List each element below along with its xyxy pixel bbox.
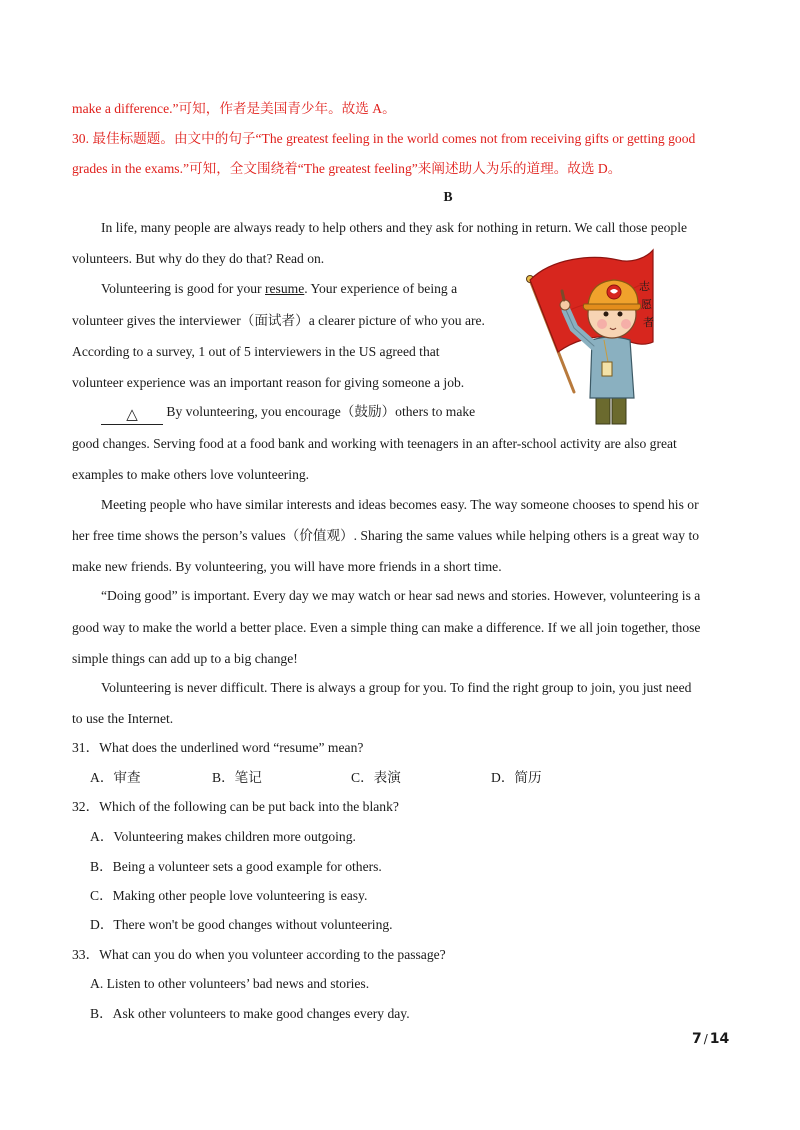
passage-line [101, 280, 457, 298]
q32-option-c[interactable]: C．Making other people love volunteering is easy. [90, 888, 368, 903]
q33-option-a[interactable]: A. Listen to other volunteers’ bad news and stories. [90, 976, 370, 991]
flag-text-2: 愿 [641, 298, 652, 311]
cap-brim [583, 304, 640, 310]
passage-line: volunteer gives the interviewer（面试者）a clearer picture of who you are. [72, 313, 485, 328]
page-separator: / [703, 1032, 708, 1046]
underlined-word-resume: resume [265, 281, 305, 296]
passage-line: examples to make others love volunteering. [72, 467, 310, 482]
q32-option-d[interactable]: D．There won't be good changes without volunteering. [90, 917, 393, 932]
q31-option-d[interactable]: D．简历 [491, 770, 542, 785]
passage-line: volunteers. But why do they do that? Read on. [72, 251, 325, 266]
q31-option-a[interactable]: A．审查 [90, 770, 141, 785]
answer-line-3: grades in the exams.”可知，全文围绕着“The greatest feeling”来阐述助人为乐的道理。故选 D。 [72, 161, 622, 176]
page-current: 7 [692, 1031, 702, 1047]
section-title: B [443, 189, 453, 204]
page-total: 14 [709, 1031, 730, 1047]
answer-line-2: 30. 最佳标题题。由文中的句子“The greatest feeling in the world comes not from receiving gifts or getting good [72, 131, 696, 146]
q31-option-c[interactable]: C．表演 [351, 770, 401, 785]
passage-text: By volunteering, you encourage（鼓励）others to make [163, 404, 476, 419]
passage-text: Volunteering is good for your [101, 281, 265, 296]
passage-line [101, 403, 475, 425]
passage-line: Meeting people who have similar interests and ideas becomes easy. The way someone chooses to spend his or [101, 497, 699, 512]
passage-line: In life, many people are always ready to help others and they ask for nothing in return. We call those people [101, 220, 688, 235]
answer-blank: △ [101, 408, 163, 425]
answer-line-1: make a difference.”可知，作者是美国青少年。故选 A。 [72, 101, 396, 116]
question-32-stem: 32．Which of the following can be put back into the blank? [72, 799, 399, 814]
passage-line: good changes. Serving food at a food bank and working with teenagers in an after-school activity are also great [72, 436, 677, 451]
passage-line: volunteer experience was an important reason for giving someone a job. [72, 375, 465, 390]
question-31-stem: 31．What does the underlined word “resume” mean? [72, 740, 364, 755]
passage-line: simple things can add up to a big change! [72, 651, 298, 666]
left-eye [604, 312, 609, 317]
passage-line: her free time shows the person’s values（价值观）. Sharing the same values while helping others is a great way to [72, 528, 700, 543]
q31-option-b[interactable]: B．笔记 [212, 770, 262, 785]
passage-line: to use the Internet. [72, 711, 174, 726]
badge [602, 362, 612, 376]
question-33-stem: 33．What can you do when you volunteer according to the passage? [72, 947, 446, 962]
passage-line: “Doing good” is important. Every day we may watch or hear sad news and stories. However, volunteering is a [101, 588, 701, 603]
pointing-finger [562, 291, 564, 300]
volunteer-flag-illustration [522, 244, 654, 428]
q32-option-b[interactable]: B．Being a volunteer sets a good example for others. [90, 859, 382, 874]
hand [560, 300, 570, 310]
q33-option-b[interactable]: B．Ask other volunteers to make good changes every day. [90, 1006, 410, 1021]
passage-line: Volunteering is never difficult. There is always a group for you. To find the right group to join, you just need [101, 680, 692, 695]
passage-line: make new friends. By volunteering, you will have more friends in a short time. [72, 559, 502, 574]
flag-text-1: 志 [639, 280, 650, 293]
right-eye [618, 312, 623, 317]
passage-line: According to a survey, 1 out of 5 interviewers in the US agreed that [72, 344, 440, 359]
flag-text-3: 者 [643, 316, 654, 329]
right-cheek [621, 319, 631, 329]
q32-option-a[interactable]: A．Volunteering makes children more outgoing. [90, 829, 356, 844]
passage-text: . Your experience of being a [304, 281, 458, 296]
left-cheek [597, 319, 607, 329]
page-number [692, 1031, 729, 1047]
passage-line: good way to make the world a better place. Even a simple thing can make a difference. If we all join together, those [72, 620, 701, 635]
